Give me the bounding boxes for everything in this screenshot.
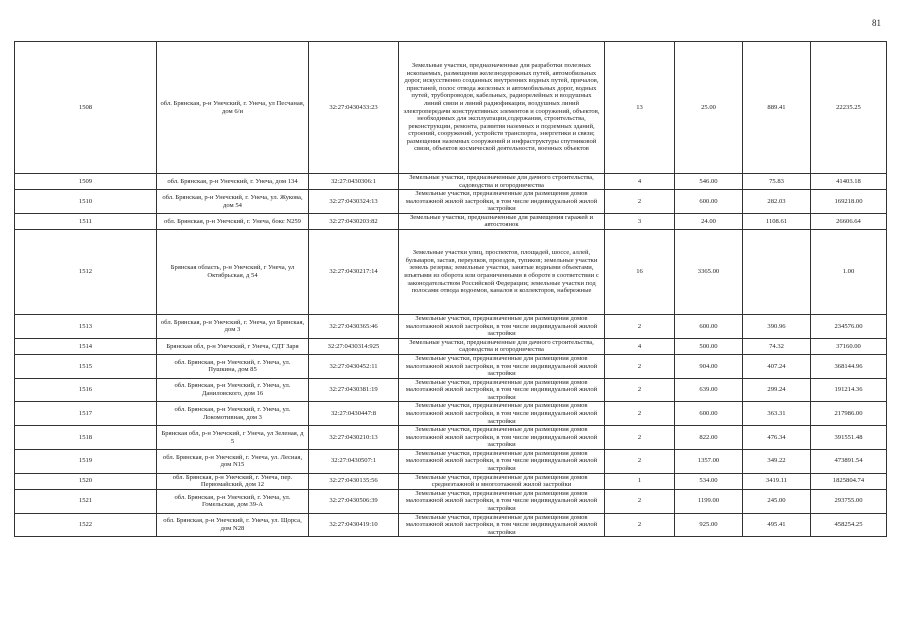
land-use-cell: Земельные участки, предназначенные для размещения домов малоэтажной жилой застройки, в том числе индивидуальной жилой застройки [399, 513, 605, 537]
specific-cadastral-value-cell: 74.32 [743, 338, 811, 354]
row-number-cell: 1518 [15, 426, 157, 450]
area-cell: 600.00 [675, 315, 743, 339]
specific-cadastral-value-cell: 390.96 [743, 315, 811, 339]
cadastral-number-cell: 32:27:0430507:1 [309, 449, 399, 473]
group-number-cell: 2 [605, 489, 675, 513]
area-cell: 925.00 [675, 513, 743, 537]
row-number-cell: 1519 [15, 449, 157, 473]
row-number-cell: 1513 [15, 315, 157, 339]
address-cell: обл. Брянская, р-н Унечский, г. Унеча, ул. Даниловского, дом 16 [157, 378, 309, 402]
table-row [15, 338, 887, 354]
table-row [15, 315, 887, 339]
table-row [15, 449, 887, 473]
address-cell: обл. Брянская, р-н Унечский, г. Унеча, ул. Щорса, дом N28 [157, 513, 309, 537]
cadastral-value-cell: 458254.25 [811, 513, 887, 537]
address-cell: обл. Брянская, р-н Унечский, г. Унеча, ул. Жукова, дом 54 [157, 190, 309, 214]
cadastral-value-cell: 1825804.74 [811, 473, 887, 489]
cadastral-number-cell: 32:27:0430419:10 [309, 513, 399, 537]
group-number-cell: 2 [605, 378, 675, 402]
table-row [15, 473, 887, 489]
specific-cadastral-value-cell: 407.24 [743, 354, 811, 378]
cadastral-number-cell: 32:27:0430452:11 [309, 354, 399, 378]
row-number-cell: 1515 [15, 354, 157, 378]
cadastral-number-cell: 32:27:0430506:39 [309, 489, 399, 513]
row-number-cell: 1516 [15, 378, 157, 402]
specific-cadastral-value-cell: 476.34 [743, 426, 811, 450]
group-number-cell: 3 [605, 213, 675, 229]
group-number-cell: 2 [605, 315, 675, 339]
cadastral-number-cell: 32:27:0430135:56 [309, 473, 399, 489]
group-number-cell: 2 [605, 402, 675, 426]
cadastral-value-cell: 473891.54 [811, 449, 887, 473]
table-row [15, 354, 887, 378]
cadastral-value-cell: 22235.25 [811, 42, 887, 174]
cadastral-value-cell: 169218.00 [811, 190, 887, 214]
land-use-cell: Земельные участки, предназначенные для размещения домов малоэтажной жилой застройки, в том числе индивидуальной жилой застройки [399, 315, 605, 339]
land-use-cell: Земельные участки, предназначенные для размещения домов малоэтажной жилой застройки, в том числе индивидуальной жилой застройки [399, 354, 605, 378]
specific-cadastral-value-cell: 245.00 [743, 489, 811, 513]
row-number-cell: 1508 [15, 42, 157, 174]
cadastral-value-table [14, 41, 887, 537]
address-cell: обл. Брянская, р-н Унечский, г. Унеча, дом 134 [157, 174, 309, 190]
specific-cadastral-value-cell: 495.41 [743, 513, 811, 537]
cadastral-number-cell: 32:27:0430365:46 [309, 315, 399, 339]
specific-cadastral-value-cell: 75.83 [743, 174, 811, 190]
cadastral-value-cell: 217986.00 [811, 402, 887, 426]
table-row [15, 230, 887, 315]
row-number-cell: 1521 [15, 489, 157, 513]
area-cell: 600.00 [675, 402, 743, 426]
row-number-cell: 1510 [15, 190, 157, 214]
address-cell: обл. Брянская, р-н Унечский, г. Унеча, ул. Гомельская, дом 39-А [157, 489, 309, 513]
group-number-cell: 2 [605, 190, 675, 214]
specific-cadastral-value-cell: 299.24 [743, 378, 811, 402]
specific-cadastral-value-cell [743, 230, 811, 315]
row-number-cell: 1509 [15, 174, 157, 190]
table-row [15, 174, 887, 190]
table-row [15, 489, 887, 513]
cadastral-number-cell: 32:27:0430447:8 [309, 402, 399, 426]
group-number-cell: 2 [605, 354, 675, 378]
area-cell: 1357.00 [675, 449, 743, 473]
land-use-cell: Земельные участки улиц, проспектов, площадей, шоссе, аллей, бульваров, застав, переулков, проездов, тупиков; земельные участки земель резерва; земельные участки, занятые водными объектами, изъятыми из оборота или ограниченными в обороте в соответствии с законодательством Российской Федерации; земельные участки под полосами отвода водоемов, каналов и коллекторов, набережные [399, 230, 605, 315]
land-use-cell: Земельные участки, предназначенные для размещения домов малоэтажной жилой застройки, в том числе индивидуальной жилой застройки [399, 190, 605, 214]
cadastral-number-cell: 32:27:0430324:13 [309, 190, 399, 214]
cadastral-value-cell: 37160.00 [811, 338, 887, 354]
group-number-cell: 4 [605, 174, 675, 190]
land-use-cell: Земельные участки, предназначенные для размещения гаражей и автостоянок [399, 213, 605, 229]
table-row [15, 378, 887, 402]
land-use-cell: Земельные участки, предназначенные для размещения домов малоэтажной жилой застройки, в том числе индивидуальной жилой застройки [399, 489, 605, 513]
cadastral-number-cell: 32:27:0430381:19 [309, 378, 399, 402]
group-number-cell: 2 [605, 449, 675, 473]
cadastral-number-cell: 32:27:0430314:925 [309, 338, 399, 354]
area-cell: 904.00 [675, 354, 743, 378]
area-cell: 534.00 [675, 473, 743, 489]
address-cell: Брянская область, р-н Унечский, г Унеча, ул Октябрьская, д 54 [157, 230, 309, 315]
cadastral-number-cell: 32:27:0430217:14 [309, 230, 399, 315]
cadastral-number-cell: 32:27:0430210:13 [309, 426, 399, 450]
area-cell: 600.00 [675, 190, 743, 214]
land-use-cell: Земельные участки, предназначенные для размещения домов среднеэтажной и многоэтажной жилой застройки [399, 473, 605, 489]
area-cell: 500.00 [675, 338, 743, 354]
cadastral-number-cell: 32:27:0430433:23 [309, 42, 399, 174]
area-cell: 3365.00 [675, 230, 743, 315]
area-cell: 822.00 [675, 426, 743, 450]
land-use-cell: Земельные участки, предназначенные для размещения домов малоэтажной жилой застройки, в том числе индивидуальной жилой застройки [399, 449, 605, 473]
land-use-cell: Земельные участки, предназначенные для размещения домов малоэтажной жилой застройки, в том числе индивидуальной жилой застройки [399, 402, 605, 426]
address-cell: обл. Брянская, р-н Унечский, г. Унеча, ул. Пушкина, дом 85 [157, 354, 309, 378]
group-number-cell: 2 [605, 513, 675, 537]
row-number-cell: 1514 [15, 338, 157, 354]
cadastral-value-cell: 41403.18 [811, 174, 887, 190]
cadastral-value-cell: 234576.00 [811, 315, 887, 339]
specific-cadastral-value-cell: 889.41 [743, 42, 811, 174]
address-cell: обл. Брянская, р-н Унечский, г. Унеча, пер. Первомайский, дом 12 [157, 473, 309, 489]
land-use-cell: Земельные участки, предназначенные для дачного строительства, садоводства и огородничества [399, 174, 605, 190]
cadastral-value-cell: 1.00 [811, 230, 887, 315]
table-row [15, 426, 887, 450]
land-use-cell: Земельные участки, предназначенные для разработки полезных ископаемых, размещения железнодорожных путей, автомобильных дорог, искусственно созданных внутренних водных путей, причалов, пристаней, полос отвода железных и автомобильных дорог, водных путей, трубопроводов, кабельных, радиорелейных и воздушных линий связи и линий радиофикации, воздушных линий электропередачи конструктивных элементов и сооружений, объектов, необходимых для эксплуатации,содержания, строительства, реконструкции, ремонта, развития наземных и подземных зданий, строений, сооружений, устройств транспорта, энергетики и связи; размещения наземных сооружений и инфраструктуры спутниковой связи, объектов космической деятельности, военных объектов [399, 42, 605, 174]
table-row [15, 213, 887, 229]
area-cell: 1199.00 [675, 489, 743, 513]
address-cell: Брянская обл, р-н Унечский, г Унеча, СДТ Заря [157, 338, 309, 354]
table-row [15, 190, 887, 214]
specific-cadastral-value-cell: 349.22 [743, 449, 811, 473]
row-number-cell: 1517 [15, 402, 157, 426]
cadastral-value-cell: 368144.96 [811, 354, 887, 378]
specific-cadastral-value-cell: 3419.11 [743, 473, 811, 489]
group-number-cell: 16 [605, 230, 675, 315]
land-use-cell: Земельные участки, предназначенные для размещения домов малоэтажной жилой застройки, в том числе индивидуальной жилой застройки [399, 426, 605, 450]
address-cell: Брянская обл, р-н Унечский, г Унеча, ул Зеленая, д 5 [157, 426, 309, 450]
address-cell: обл. Брянская, р-н Унечский, г. Унеча, ул Песчаная, дом 6/и [157, 42, 309, 174]
row-number-cell: 1520 [15, 473, 157, 489]
table-row [15, 513, 887, 537]
specific-cadastral-value-cell: 363.31 [743, 402, 811, 426]
area-cell: 639.00 [675, 378, 743, 402]
cadastral-value-cell: 26606.64 [811, 213, 887, 229]
group-number-cell: 13 [605, 42, 675, 174]
area-cell: 546.00 [675, 174, 743, 190]
specific-cadastral-value-cell: 1108.61 [743, 213, 811, 229]
land-use-cell: Земельные участки, предназначенные для размещения домов малоэтажной жилой застройки, в том числе индивидуальной жилой застройки [399, 378, 605, 402]
row-number-cell: 1512 [15, 230, 157, 315]
row-number-cell: 1511 [15, 213, 157, 229]
address-cell: обл. Брянская, р-н Унечский, г. Унеча, бокс N259 [157, 213, 309, 229]
area-cell: 25.00 [675, 42, 743, 174]
table-body [15, 42, 887, 537]
address-cell: обл. Брянская, р-н Унечский, г. Унеча, ул. Локомотивная, дом 3 [157, 402, 309, 426]
land-use-cell: Земельные участки, предназначенные для дачного строительства, садоводства и огородничества [399, 338, 605, 354]
table-row [15, 42, 887, 174]
address-cell: обл. Брянская, р-н Унечский, г. Унеча, ул. Лесная, дом N15 [157, 449, 309, 473]
address-cell: обл. Брянская, р-н Унечский, г. Унеча, ул Брянская, дом 3 [157, 315, 309, 339]
group-number-cell: 4 [605, 338, 675, 354]
table-row [15, 402, 887, 426]
cadastral-value-cell: 391551.48 [811, 426, 887, 450]
cadastral-value-cell: 293755.00 [811, 489, 887, 513]
cadastral-number-cell: 32:27:0430203:82 [309, 213, 399, 229]
area-cell: 24.00 [675, 213, 743, 229]
cadastral-value-cell: 191214.36 [811, 378, 887, 402]
group-number-cell: 1 [605, 473, 675, 489]
group-number-cell: 2 [605, 426, 675, 450]
specific-cadastral-value-cell: 282.03 [743, 190, 811, 214]
cadastral-number-cell: 32:27:0430306:1 [309, 174, 399, 190]
row-number-cell: 1522 [15, 513, 157, 537]
page-number: 81 [872, 18, 881, 28]
